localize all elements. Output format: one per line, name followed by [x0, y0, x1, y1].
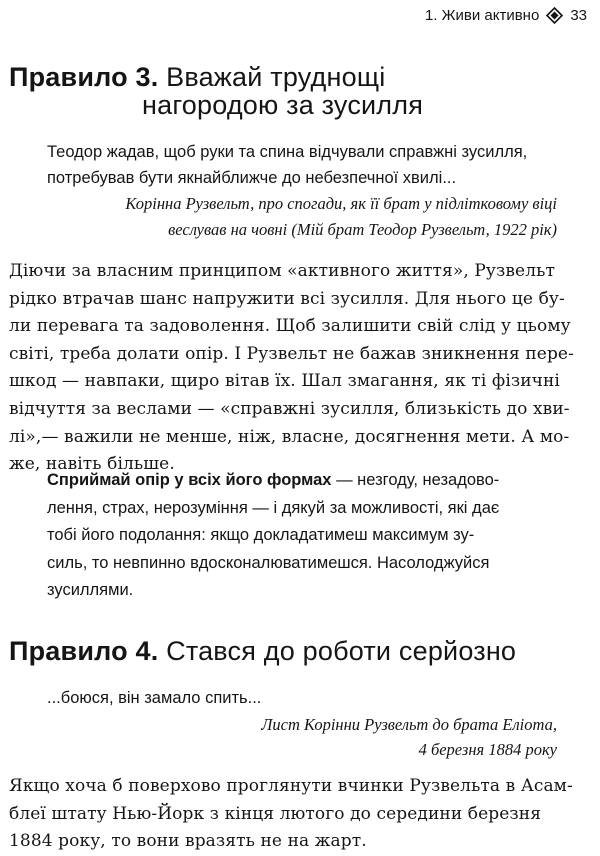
epigraph-2: [47, 686, 577, 763]
paragraph-line: Якщо хоча б поверхово проглянути вчинки Рузвельта в Асам-: [9, 776, 573, 796]
epigraph-1-source-line1: Корінна Рузвельт, про спогади, як її брат у підлітковому віці: [125, 194, 557, 213]
paragraph-line: ли перевага та задоволення. Щоб залишити свій слід у цьому: [9, 316, 571, 337]
paragraph-1: [9, 258, 583, 479]
rule-3-number: Правило 3.: [9, 62, 159, 92]
diamond-icon: [546, 7, 563, 24]
rule-4-number: Правило 4.: [9, 636, 159, 666]
epigraph-1-quote-line1: Теодор жадав, щоб руки та спина відчували справжні зусилля,: [47, 143, 528, 161]
epigraph-2-source-line2: 4 березня 1884 року: [418, 740, 557, 759]
paragraph-line: рідко втрачав шанс напружити всі зусилля. Для нього це бу-: [9, 288, 565, 309]
paragraph-line: блеї штату Нью-Йорк з кінця лютого до середини березня: [9, 803, 542, 824]
rule-4-heading: [9, 637, 516, 665]
key-takeaway-line4: силь, то невпинно вдосконалюватимешся. Насолоджуйся: [47, 553, 490, 572]
epigraph-2-quote: ...боюся, він замало спить...: [47, 689, 262, 707]
key-takeaway-line5: зусиллями.: [47, 581, 134, 599]
paragraph-line: же, навіть більше.: [9, 454, 175, 475]
rule-4-title: Стався до роботи серйозно: [166, 636, 517, 666]
epigraph-1-source-line2: веслував на човні (Мій брат Теодор Рузвельт, 1922 рік): [168, 219, 557, 239]
chapter-title: 1. Живи активно: [424, 7, 540, 24]
key-takeaway: [47, 467, 567, 605]
running-head: [425, 7, 587, 24]
epigraph-1: [47, 140, 577, 242]
epigraph-2-source-line1: Лист Корінни Рузвельт до брата Еліота,: [261, 714, 557, 734]
rule-3-heading: [9, 63, 423, 119]
paragraph-line: шкод — навпаки, щиро вітав їх. Шал змагання, як ті фізичні: [9, 371, 560, 392]
key-takeaway-line3: тобі його подолання: якщо докладатимеш максимум зу-: [47, 526, 475, 544]
paragraph-2: [9, 773, 583, 856]
epigraph-1-quote-line2: потребував бути якнайближче до небезпечної хвилі...: [47, 168, 457, 187]
paragraph-line: світі, треба долати опір. І Рузвельт не бажав зникнення пере-: [9, 343, 574, 364]
key-takeaway-bold: Сприймай опір у всіх його формах: [47, 471, 332, 489]
key-takeaway-line2: лення, страх, нерозуміння — і дякуй за можливості, які дає: [47, 498, 500, 517]
paragraph-line: відчуття за веслами — «справжні зусилля, близькість до хви-: [9, 398, 570, 419]
page-number: 33: [570, 7, 587, 24]
key-takeaway-line1-rest: — незгоду, незадово-: [331, 471, 500, 489]
paragraph-line: Діючи за власним принципом «активного життя», Рузвельт: [9, 261, 555, 281]
paragraph-line: лі»,— важили не менше, ніж, власне, досягнення мети. А мо-: [9, 426, 570, 447]
paragraph-line: 1884 року, то вони вразять не на жарт.: [9, 831, 367, 852]
rule-3-title-line2: нагородою за зусилля: [142, 90, 424, 120]
key-takeaway-line1: [47, 467, 567, 495]
rule-3-title-line1: Вважай труднощі: [166, 62, 386, 92]
